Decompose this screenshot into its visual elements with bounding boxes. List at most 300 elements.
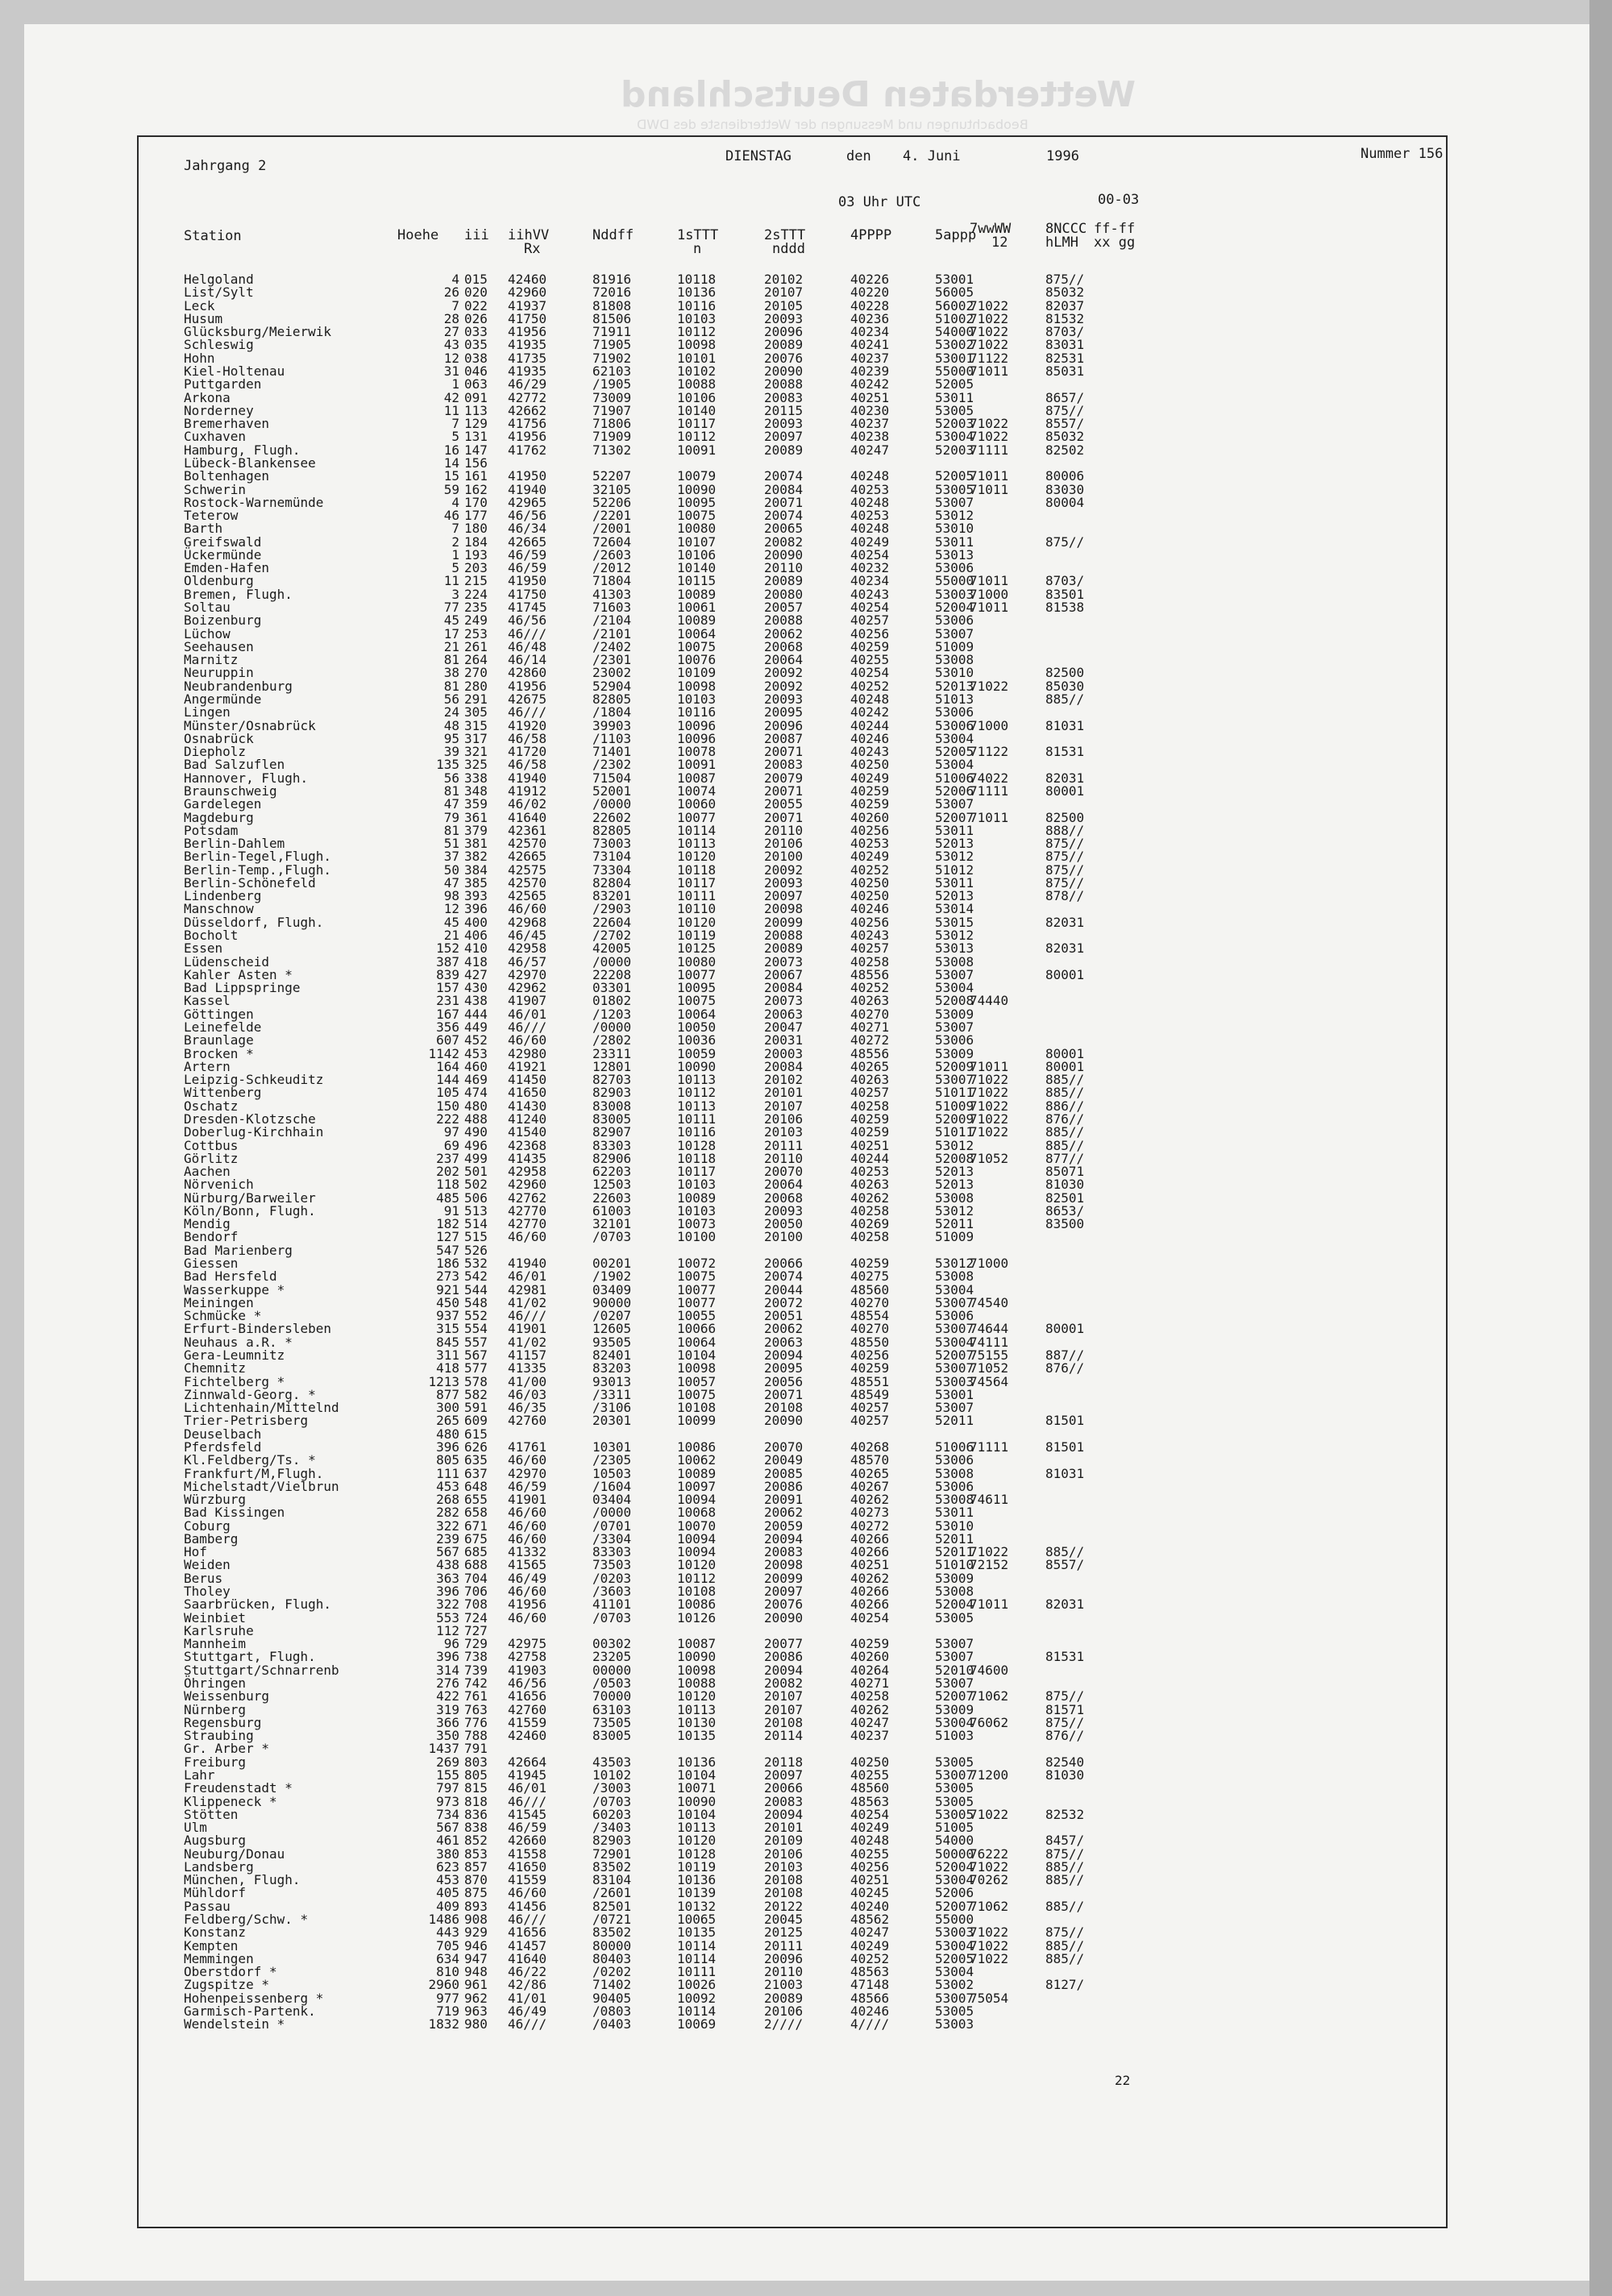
group-clouds: 875// <box>1045 874 1085 891</box>
group-temp: 10071 <box>677 1780 717 1796</box>
station-id: 704 <box>464 1570 488 1586</box>
group-temp: 10114 <box>677 822 717 838</box>
group-pressure: 40257 <box>850 1400 890 1416</box>
group-dewpoint: 20084 <box>764 980 804 996</box>
station-name: Hamburg, Flugh. <box>184 442 301 458</box>
group-tendency: 53003 <box>935 586 974 602</box>
station-id: 803 <box>464 1754 488 1770</box>
group-nddff: 32101 <box>592 1216 632 1232</box>
group-dewpoint: 20091 <box>764 1492 804 1507</box>
station-name: Bad Hersfeld <box>184 1268 277 1285</box>
group-iihvv: 42962 <box>508 980 547 996</box>
group-nddff: 90000 <box>592 1294 632 1310</box>
group-temp: 10094 <box>677 1544 717 1560</box>
group-dewpoint: 20070 <box>764 1439 804 1455</box>
group-clouds: 83500 <box>1045 1216 1085 1232</box>
table-row <box>0 1268 1048 1285</box>
group-temp: 10097 <box>677 1478 717 1494</box>
group-temp: 10140 <box>677 560 717 576</box>
station-name: Lüchow <box>184 625 231 641</box>
group-tendency: 53007 <box>935 1400 974 1416</box>
station-height: 15 <box>443 468 459 484</box>
station-height: 45 <box>443 914 459 930</box>
station-id: 908 <box>464 1912 488 1927</box>
group-temp: 10111 <box>677 1111 717 1127</box>
group-iihvv: 42565 <box>508 888 547 904</box>
group-dewpoint: 20105 <box>764 297 804 313</box>
group-tendency: 53007 <box>935 796 974 812</box>
group-iihvv: 41950 <box>508 573 547 589</box>
group-temp: 10117 <box>677 874 717 891</box>
group-weather: 71022 <box>970 1085 1009 1101</box>
col-ff: ff-ff <box>1094 221 1136 237</box>
group-tendency: 53008 <box>935 652 974 668</box>
group-temp: 10109 <box>677 665 717 681</box>
group-tendency: 53006 <box>935 704 974 720</box>
group-pressure: 40246 <box>850 730 890 746</box>
group-dewpoint: 20065 <box>764 521 804 537</box>
group-nddff: /2305 <box>592 1452 632 1468</box>
group-clouds: 887// <box>1045 1347 1085 1363</box>
group-pressure: 40248 <box>850 468 890 484</box>
group-nddff: /1902 <box>592 1268 632 1285</box>
group-iihvv: 46/60 <box>508 1609 547 1625</box>
group-tendency: 52005 <box>935 1950 974 1966</box>
group-iihvv: 41956 <box>508 324 547 340</box>
group-nddff: 83005 <box>592 1728 632 1744</box>
group-dewpoint: 20063 <box>764 1006 804 1022</box>
station-id: 035 <box>464 337 488 353</box>
group-dewpoint: 20096 <box>764 324 804 340</box>
group-dewpoint: 20086 <box>764 1649 804 1665</box>
group-clouds: 886// <box>1045 1098 1085 1114</box>
group-nddff: 60203 <box>592 1806 632 1822</box>
station-name: Braunschweig <box>184 783 277 799</box>
group-nddff: 83104 <box>592 1872 632 1888</box>
group-nddff: /2903 <box>592 901 632 917</box>
station-height: 12 <box>443 350 459 366</box>
group-weather: 74644 <box>970 1321 1009 1337</box>
group-nddff: /0721 <box>592 1912 632 1927</box>
table-row <box>0 1098 1085 1114</box>
group-temp: 10073 <box>677 1216 717 1232</box>
group-nddff: 82903 <box>592 1085 632 1101</box>
group-clouds: 85030 <box>1045 678 1085 694</box>
station-height: 27 <box>443 324 459 340</box>
group-temp: 10098 <box>677 678 717 694</box>
station-name: Erfurt-Bindersleben <box>184 1321 332 1337</box>
group-dewpoint: 20079 <box>764 770 804 786</box>
station-name: Dresden-Klotzsche <box>184 1111 316 1127</box>
table-row <box>0 1610 1048 1624</box>
station-height: 973 <box>436 1793 459 1809</box>
group-dewpoint: 20090 <box>764 363 804 379</box>
group-dewpoint: 20103 <box>764 1858 804 1875</box>
station-height: 14 <box>443 455 459 471</box>
table-row <box>0 1360 1085 1376</box>
group-tendency: 52006 <box>935 783 974 799</box>
group-nddff: 73304 <box>592 862 632 878</box>
table-row <box>0 1019 1048 1033</box>
group-iihvv: 41940 <box>508 1256 547 1271</box>
station-height: 105 <box>436 1085 459 1101</box>
station-id: 249 <box>464 612 488 629</box>
station-id: 418 <box>464 953 488 969</box>
group-pressure: 40267 <box>850 1478 890 1494</box>
station-id: 162 <box>464 481 488 497</box>
station-height: 877 <box>436 1386 459 1402</box>
group-pressure: 40237 <box>850 350 890 366</box>
group-iihvv: 46/60 <box>508 901 547 917</box>
group-weather: 71022 <box>970 337 1009 353</box>
group-dewpoint: 20072 <box>764 1294 804 1310</box>
group-clouds: 81538 <box>1045 600 1085 615</box>
group-iihvv: 46/22 <box>508 1964 547 1980</box>
group-weather: 71022 <box>970 1806 1009 1822</box>
table-row <box>0 1688 1085 1704</box>
station-height: 977 <box>436 1990 459 2006</box>
group-temp: 10128 <box>677 1846 717 1862</box>
group-clouds: 81030 <box>1045 1177 1085 1193</box>
group-tendency: 52013 <box>935 678 974 694</box>
table-row <box>0 1728 1085 1744</box>
group-pressure: 40266 <box>850 1584 890 1599</box>
group-temp: 10089 <box>677 1190 717 1206</box>
weekday: DIENSTAG <box>725 148 791 164</box>
group-tendency: 53008 <box>935 1268 974 1285</box>
group-tendency: 53012 <box>935 849 974 865</box>
group-temp: 10075 <box>677 1268 717 1285</box>
group-weather: 71111 <box>970 1439 1009 1455</box>
group-tendency: 53001 <box>935 350 974 366</box>
station-height: 96 <box>443 1636 459 1652</box>
group-temp: 10108 <box>677 1400 717 1416</box>
group-temp: 10132 <box>677 1898 717 1914</box>
group-tendency: 53006 <box>935 560 974 576</box>
group-tendency: 52005 <box>935 744 974 760</box>
group-pressure: 40258 <box>850 953 890 969</box>
group-iihvv: 46/01 <box>508 1268 547 1285</box>
station-height: 387 <box>436 953 459 969</box>
group-weather: 76222 <box>970 1846 1009 1862</box>
group-dewpoint: 20108 <box>764 1714 804 1730</box>
station-name: Schmücke * <box>184 1308 262 1324</box>
group-dewpoint: 20089 <box>764 940 804 957</box>
station-name: List/Sylt <box>184 284 254 301</box>
station-height: 237 <box>436 1150 459 1166</box>
group-clouds: 82540 <box>1045 1754 1085 1770</box>
group-pressure: 40234 <box>850 324 890 340</box>
table-row <box>0 586 1085 602</box>
group-dewpoint: 20083 <box>764 757 804 773</box>
station-height: 31 <box>443 363 459 379</box>
table-row <box>0 1937 1085 1953</box>
group-tendency: 52003 <box>935 416 974 432</box>
group-nddff: 71603 <box>592 600 632 615</box>
group-tendency: 53006 <box>935 612 974 629</box>
group-dewpoint: 20045 <box>764 1912 804 1927</box>
group-iihvv: 41558 <box>508 1846 547 1862</box>
group-nddff: 82703 <box>592 1072 632 1088</box>
group-nddff: /0207 <box>592 1308 632 1324</box>
group-tendency: 51009 <box>935 1229 974 1245</box>
station-id: 514 <box>464 1216 488 1232</box>
group-tendency: 53008 <box>935 1465 974 1481</box>
table-row <box>0 1924 1085 1941</box>
station-name: Bad Salzuflen <box>184 757 285 773</box>
group-dewpoint: 20093 <box>764 691 804 707</box>
group-dewpoint: 20064 <box>764 652 804 668</box>
station-name: Chemnitz <box>184 1360 247 1376</box>
group-nddff: 80000 <box>592 1937 632 1953</box>
station-name: Zugspitze * <box>184 1977 269 1993</box>
group-tendency: 53015 <box>935 914 974 930</box>
station-id: 658 <box>464 1505 488 1521</box>
group-nddff: /3003 <box>592 1780 632 1796</box>
group-pressure: 40254 <box>850 665 890 681</box>
station-id: 893 <box>464 1898 488 1914</box>
group-weather: 75054 <box>970 1990 1009 2006</box>
group-tendency: 52005 <box>935 468 974 484</box>
group-pressure: 40226 <box>850 272 890 287</box>
table-row <box>0 717 1085 733</box>
group-iihvv: 41332 <box>508 1544 547 1560</box>
station-id: 156 <box>464 455 488 471</box>
station-name: Puttgarden <box>184 376 262 392</box>
table-row <box>0 310 1085 326</box>
station-height: 845 <box>436 1334 459 1350</box>
table-row <box>0 1584 1048 1597</box>
station-id: 480 <box>464 1098 488 1114</box>
table-row <box>0 1243 1048 1256</box>
table-row <box>0 284 1085 301</box>
group-iihvv: 46/// <box>508 704 547 720</box>
group-iihvv: 41640 <box>508 1950 547 1966</box>
group-dewpoint: 20089 <box>764 337 804 353</box>
group-dewpoint: 20102 <box>764 1072 804 1088</box>
group-clouds: 8703/ <box>1045 324 1085 340</box>
group-temp: 10079 <box>677 468 717 484</box>
group-temp: 10112 <box>677 1085 717 1101</box>
group-nddff: 73503 <box>592 1557 632 1573</box>
group-pressure: 40259 <box>850 1360 890 1376</box>
station-name: Schwerin <box>184 481 247 497</box>
station-height: 43 <box>443 337 459 353</box>
station-id: 253 <box>464 625 488 641</box>
group-tendency: 52007 <box>935 1688 974 1704</box>
station-height: 921 <box>436 1281 459 1297</box>
station-name: Mendig <box>184 1216 231 1232</box>
group-iihvv: 46/58 <box>508 757 547 773</box>
group-tendency: 53007 <box>935 1990 974 2006</box>
issue-number: Nummer 156 <box>1361 146 1444 162</box>
table-row <box>0 2016 1048 2030</box>
station-name: Landsberg <box>184 1858 254 1875</box>
group-temp: 10091 <box>677 442 717 458</box>
group-tendency: 52007 <box>935 1898 974 1914</box>
group-dewpoint: 20076 <box>764 1596 804 1613</box>
group-clouds: 80001 <box>1045 1058 1085 1074</box>
table-row <box>0 1872 1085 1888</box>
station-height: 79 <box>443 809 459 825</box>
station-name: Stuttgart/Schnarrenb <box>184 1662 339 1678</box>
group-nddff: 82501 <box>592 1898 632 1914</box>
table-row <box>0 652 1048 666</box>
group-iihvv: 42368 <box>508 1137 547 1153</box>
station-height: 231 <box>436 993 459 1009</box>
group-iihvv: 41907 <box>508 993 547 1009</box>
group-temp: 10110 <box>677 901 717 917</box>
group-nddff: 52904 <box>592 678 632 694</box>
table-row <box>0 1518 1048 1532</box>
station-name: Kempten <box>184 1937 239 1953</box>
group-pressure: 40253 <box>850 836 890 851</box>
group-weather: 74440 <box>970 993 1009 1009</box>
group-tendency: 53012 <box>935 928 974 943</box>
group-tendency: 53007 <box>935 1649 974 1665</box>
group-weather: 71011 <box>970 573 1009 589</box>
station-id: 235 <box>464 600 488 615</box>
group-iihvv: 46/59 <box>508 546 547 563</box>
station-id: 946 <box>464 1937 488 1953</box>
group-iihvv: 41565 <box>508 1557 547 1573</box>
group-iihvv: 46/01 <box>508 1780 547 1796</box>
group-tendency: 52005 <box>935 376 974 392</box>
table-row <box>0 468 1085 484</box>
table-row <box>0 429 1085 445</box>
group-iihvv: 42960 <box>508 1177 547 1193</box>
group-dewpoint: 20094 <box>764 1347 804 1363</box>
group-weather: 74540 <box>970 1294 1009 1310</box>
station-id: 438 <box>464 993 488 1009</box>
group-nddff: 63103 <box>592 1701 632 1717</box>
station-id: 046 <box>464 363 488 379</box>
station-height: 322 <box>436 1596 459 1613</box>
station-name: Lahr <box>184 1767 215 1783</box>
station-height: 282 <box>436 1505 459 1521</box>
group-iihvv: 41335 <box>508 1360 547 1376</box>
table-row <box>0 1452 1048 1466</box>
table-row <box>0 1137 1085 1153</box>
station-height: 7 <box>451 521 459 537</box>
station-id: 648 <box>464 1478 488 1494</box>
group-tendency: 51009 <box>935 1098 974 1114</box>
table-row <box>0 1058 1085 1074</box>
table-row <box>0 704 1048 718</box>
group-dewpoint: 20110 <box>764 822 804 838</box>
station-id: 655 <box>464 1492 488 1507</box>
group-pressure: 40275 <box>850 1268 890 1285</box>
group-tendency: 53003 <box>935 2016 974 2032</box>
table-row <box>0 1426 1048 1440</box>
group-clouds: 85031 <box>1045 363 1085 379</box>
group-dewpoint: 20050 <box>764 1216 804 1232</box>
table-row <box>0 1977 1085 1993</box>
station-id: 430 <box>464 980 488 996</box>
group-dewpoint: 20085 <box>764 1465 804 1481</box>
group-pressure: 40266 <box>850 1530 890 1547</box>
col-nccc-sub: hLMH <box>1045 235 1078 251</box>
group-temp: 10087 <box>677 1636 717 1652</box>
group-pressure: 48551 <box>850 1373 890 1389</box>
group-pressure: 40250 <box>850 757 890 773</box>
group-iihvv: 41540 <box>508 1124 547 1140</box>
group-nddff: 71402 <box>592 1977 632 1993</box>
station-name: Kahler Asten * <box>184 966 293 982</box>
station-name: Stuttgart, Flugh. <box>184 1649 316 1665</box>
group-dewpoint: 20062 <box>764 1321 804 1337</box>
group-iihvv: 41/00 <box>508 1373 547 1389</box>
group-nddff: 52207 <box>592 468 632 484</box>
table-row <box>0 376 1048 390</box>
group-iihvv: 41935 <box>508 363 547 379</box>
col-station: Station <box>184 228 242 244</box>
station-id: 557 <box>464 1334 488 1350</box>
station-id: 161 <box>464 468 488 484</box>
table-row <box>0 1374 1048 1388</box>
group-iihvv: 42665 <box>508 849 547 865</box>
group-tendency: 53007 <box>935 494 974 510</box>
table-row <box>0 1885 1048 1899</box>
group-temp: 10089 <box>677 612 717 629</box>
group-pressure: 40238 <box>850 429 890 445</box>
group-dewpoint: 20057 <box>764 600 804 615</box>
group-weather: 71022 <box>970 1950 1009 1966</box>
group-clouds: 885// <box>1045 1124 1085 1140</box>
group-temp: 10096 <box>677 717 717 733</box>
group-iihvv: 46/60 <box>508 1584 547 1599</box>
group-dewpoint: 20109 <box>764 1833 804 1849</box>
station-id: 193 <box>464 546 488 563</box>
group-nddff: 80403 <box>592 1950 632 1966</box>
group-tendency: 53005 <box>935 1780 974 1796</box>
group-dewpoint: 20125 <box>764 1924 804 1941</box>
station-height: 1 <box>451 546 459 563</box>
group-pressure: 40228 <box>850 297 890 313</box>
group-temp: 10099 <box>677 1413 717 1429</box>
group-tendency: 53013 <box>935 940 974 957</box>
group-nddff: 81808 <box>592 297 632 313</box>
group-dewpoint: 20080 <box>764 586 804 602</box>
station-id: 761 <box>464 1688 488 1704</box>
station-id: 532 <box>464 1256 488 1271</box>
group-clouds: 885// <box>1045 691 1085 707</box>
group-iihvv: 41559 <box>508 1872 547 1888</box>
group-clouds: 875// <box>1045 1688 1085 1704</box>
group-tendency: 52013 <box>935 888 974 904</box>
table-row <box>0 442 1085 458</box>
group-temp: 10090 <box>677 1058 717 1074</box>
station-name: Berus <box>184 1570 223 1586</box>
group-pressure: 40269 <box>850 1216 890 1232</box>
group-iihvv: 42762 <box>508 1190 547 1206</box>
group-clouds: 885// <box>1045 1072 1085 1088</box>
station-height: 453 <box>436 1872 459 1888</box>
group-tendency: 53007 <box>935 625 974 641</box>
group-temp: 10101 <box>677 350 717 366</box>
group-pressure: 40251 <box>850 389 890 405</box>
station-name: Berlin-Temp.,Flugh. <box>184 862 332 878</box>
group-clouds: 81501 <box>1045 1439 1085 1455</box>
group-clouds: 80001 <box>1045 783 1085 799</box>
station-id: 577 <box>464 1360 488 1376</box>
station-name: Freudenstadt * <box>184 1780 293 1796</box>
station-name: Passau <box>184 1898 231 1914</box>
group-nddff: /0403 <box>592 2016 632 2032</box>
group-temp: 10120 <box>677 1557 717 1573</box>
table-row <box>0 1295 1048 1309</box>
table-row <box>0 1714 1085 1730</box>
